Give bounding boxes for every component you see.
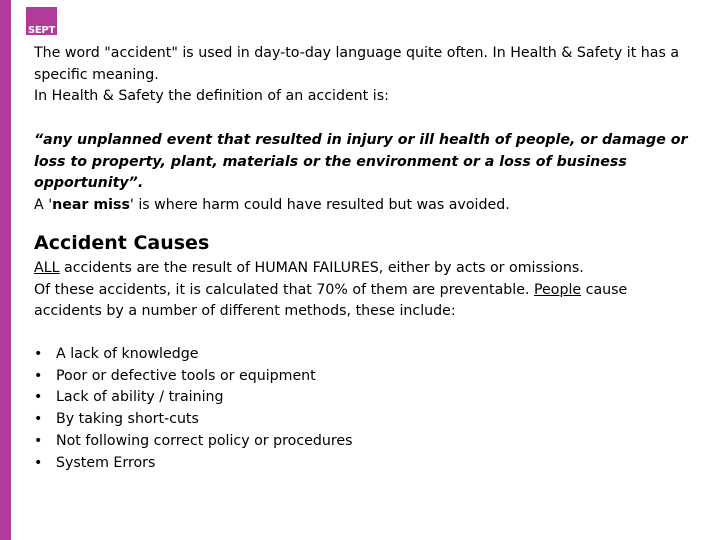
- bullet-icon: •: [34, 346, 43, 362]
- logo: [26, 7, 57, 35]
- logo-text: SEPT: [28, 25, 55, 35]
- causes-line-2-start: Of these accidents, it is calculated that 70% of them are preventable.: [34, 281, 534, 298]
- causes-list: [34, 344, 353, 474]
- near-miss-prefix: A ': [34, 197, 53, 213]
- list-item-text: Lack of ability / training: [56, 389, 224, 406]
- list-item-text: A lack of knowledge: [56, 346, 199, 362]
- causes-line-1-rest: accidents are the result of HUMAN FAILURES, either by acts or omissions.: [59, 260, 584, 276]
- list-item: [34, 344, 353, 366]
- people-emphasis: People: [534, 281, 582, 298]
- bullet-icon: •: [34, 432, 43, 449]
- section-heading: Accident Causes: [34, 232, 210, 254]
- near-miss-paragraph: [34, 195, 698, 217]
- causes-paragraph: [34, 258, 698, 323]
- bullet-icon: •: [34, 389, 43, 406]
- intro-line-1: The word "accident" is used in day-to-day language quite often. In Health & Safety it has a specific meaning.: [34, 45, 680, 83]
- intro-line-2: In Health & Safety the definition of an accident is:: [34, 88, 389, 104]
- list-item: [34, 409, 353, 431]
- causes-line-1: [34, 258, 698, 280]
- list-item: [34, 387, 353, 409]
- accident-definition: “any unplanned event that resulted in injury or ill health of people, or damage or loss to property, plant, materials or the environment or a loss of business opportunity”.: [34, 132, 688, 191]
- left-accent-bar: [0, 0, 11, 540]
- list-item: [34, 366, 353, 388]
- list-item: [34, 431, 353, 453]
- list-item-text: Poor or defective tools or equipment: [56, 367, 316, 384]
- bullet-icon: •: [34, 454, 43, 471]
- bullet-icon: •: [34, 367, 43, 384]
- bullet-icon: •: [34, 411, 43, 428]
- list-item-text: By taking short-cuts: [56, 411, 199, 428]
- causes-line-2: [34, 280, 698, 323]
- list-item-text: System Errors: [56, 454, 156, 471]
- list-item: [34, 453, 353, 475]
- intro-paragraph: [34, 43, 698, 108]
- near-miss-term: near miss: [52, 197, 130, 213]
- causes-line-2-rest: cause accidents by a number of different methods, these include:: [34, 281, 628, 319]
- list-item-text: Not following correct policy or procedures: [56, 432, 353, 449]
- near-miss-suffix: ' is where harm could have resulted but was avoided.: [129, 197, 510, 213]
- all-emphasis: ALL: [34, 260, 60, 276]
